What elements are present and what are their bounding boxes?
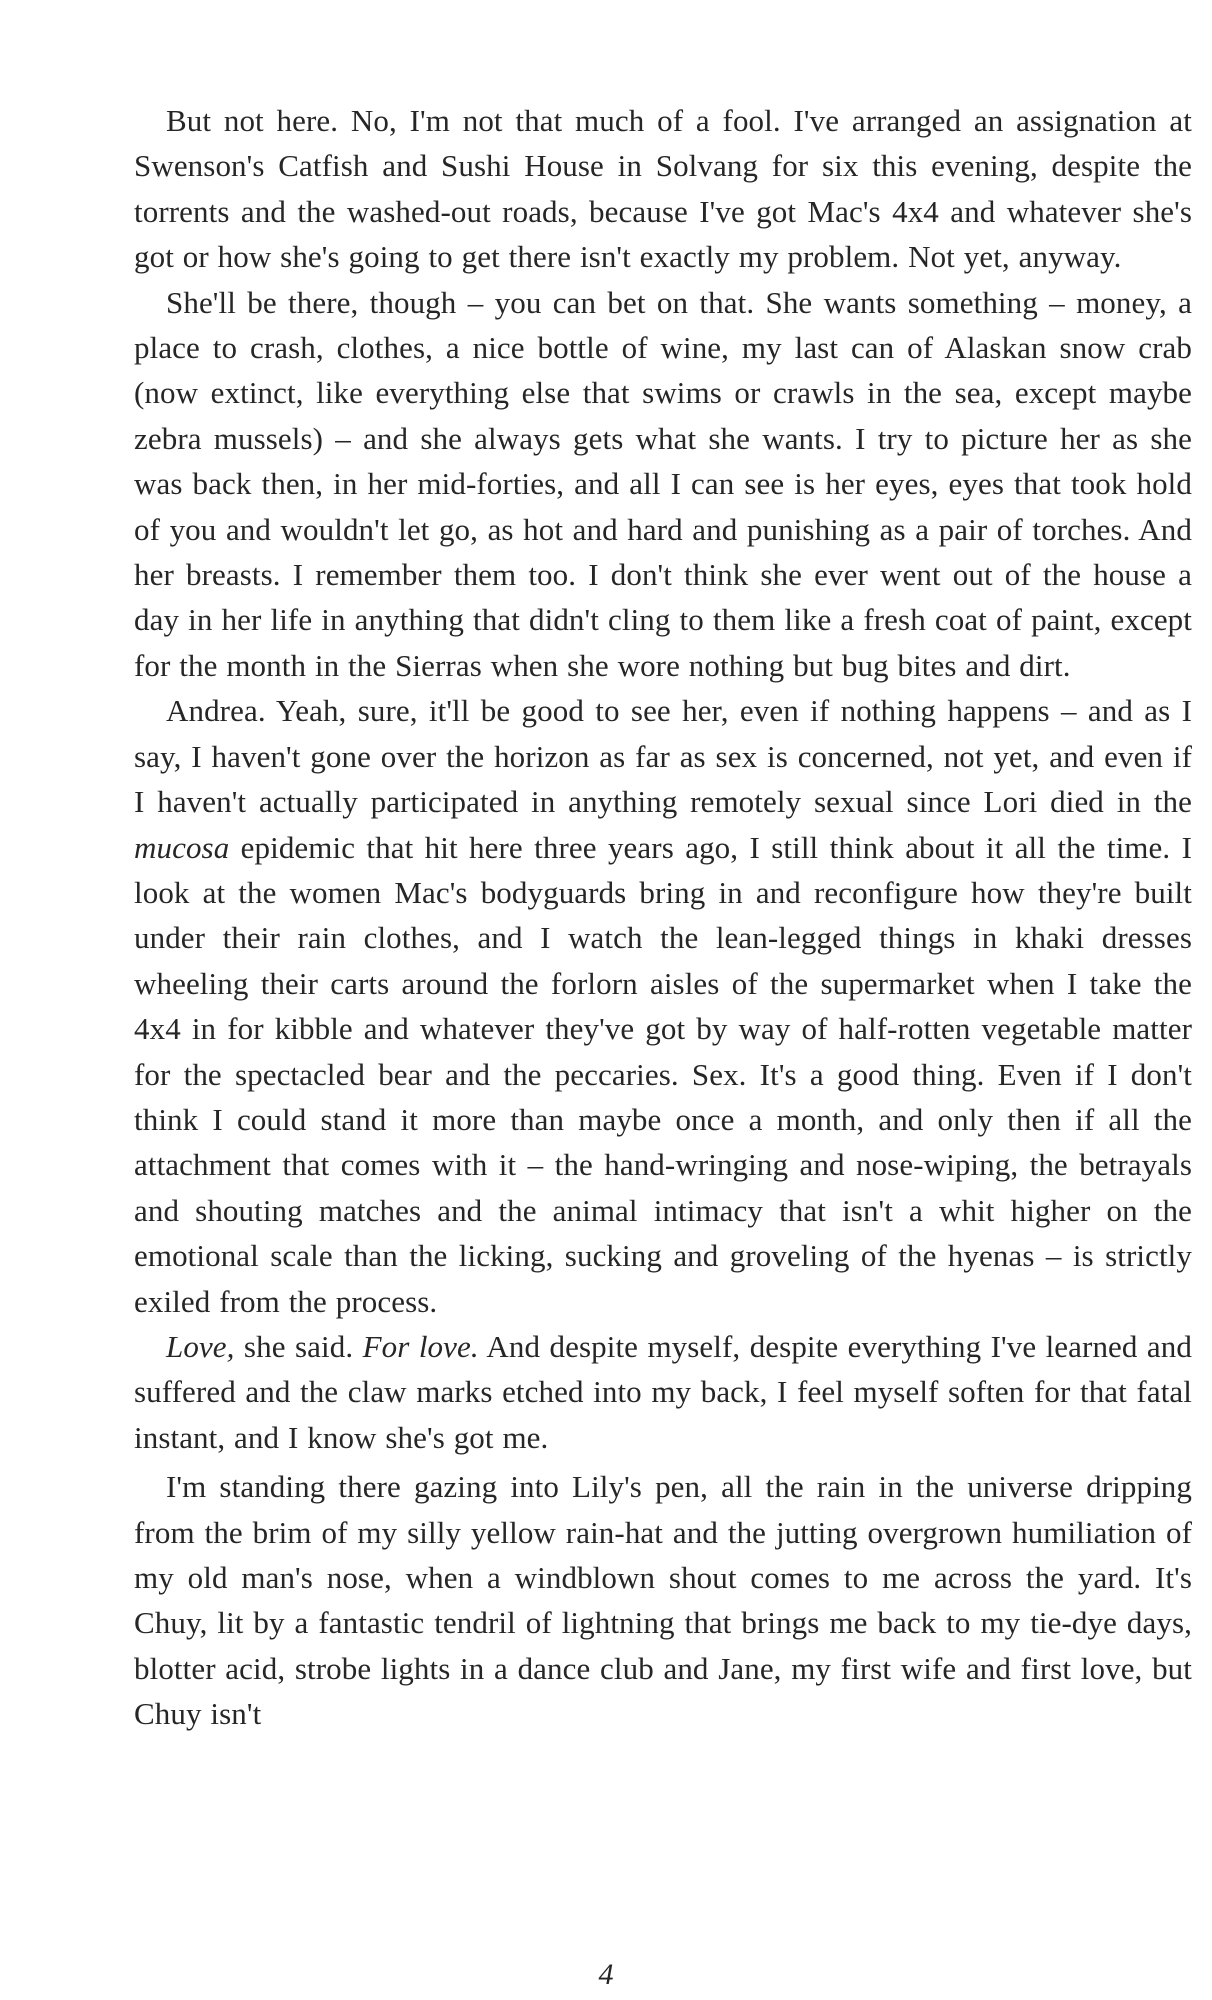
paragraph-1 [134, 98, 1192, 280]
paragraph-3 [134, 688, 1192, 1324]
body-text [134, 98, 1192, 1737]
text-run: She'll be there, though – you can bet on that. She wants something – money, a place to crash, clothes, a nice bottle of wine, my last can of Alaskan snow crab (now extinct, like everything else that swims or crawls in the sea, except maybe zebra mussels) – and she always gets what she wants. I try to picture her as she was back then, in her mid-forties, and all I can see is her eyes, eyes that took hold of you and wouldn't let go, as hot and hard and punishing as a pair of torches. And her breasts. I remember them too. I don't think she ever went out of the house a day in her life in anything that didn't cling to them like a fresh coat of paint, except for the month in the Sierras when she wore nothing but bug bites and dirt. [134, 284, 1192, 683]
paragraph-2 [134, 280, 1192, 689]
text-run: But not here. No, I'm not that much of a fool. I've arranged an assignation at Swenson's Catfish and Sushi House in Solvang for six this evening, despite the torrents and the washed-out roads, because I've got Mac's 4x4 and whatever she's got or how she's going to get there isn't exactly my problem. Not yet, anyway. [134, 103, 1192, 275]
text-run: epidemic that hit here three years ago, I still think about it all the time. I look at the women Mac's bodyguards bring in and reconfigure how they're built under their rain clothes, and I watch the lean-legged things in khaki dresses wheeling their carts around the forlorn aisles of the supermarket when I take the 4x4 in for kibble and whatever they've got by way of half-rotten vegetable matter for the spectacled bear and the peccaries. Sex. It's a good thing. Even if I don't think I could stand it more than maybe once a month, and only then if all the attachment that comes with it – the hand-wringing and nose-wiping, the betrayals and shouting matches and the animal intimacy that isn't a whit higher on the emotional scale than the licking, sucking and groveling of the hyenas – is strictly exiled from the process. [134, 829, 1192, 1319]
text-run: Andrea. Yeah, sure, it'll be good to see her, even if nothing happens – and as I say, I haven't gone over the horizon as far as sex is concerned, not yet, and even if I haven't actually participated in anything remotely sexual since Lori died in the [134, 693, 1192, 820]
text-run: she said. [234, 1328, 363, 1364]
paragraph-5 [134, 1464, 1192, 1736]
page-number: 4 [598, 1958, 614, 1991]
text-run: For love. [362, 1328, 479, 1364]
text-run: And despite myself, despite everything I've learned and suffered and the claw marks etched into my back, I feel myself soften for that fatal instant, and I know she's got me. [134, 1328, 1192, 1455]
text-run: Love, [166, 1328, 235, 1364]
text-run: mucosa [134, 829, 230, 865]
paragraph-4 [134, 1324, 1192, 1460]
text-run: I'm standing there gazing into Lily's pen, all the rain in the universe dripping from the brim of my silly yellow rain-hat and the jutting overgrown humiliation of my old man's nose, when a windblown shout comes to me across the yard. It's Chuy, lit by a fantastic tendril of lightning that brings me back to my tie-dye days, blotter acid, strobe lights in a dance club and Jane, my first wife and first love, but Chuy isn't [134, 1469, 1192, 1732]
